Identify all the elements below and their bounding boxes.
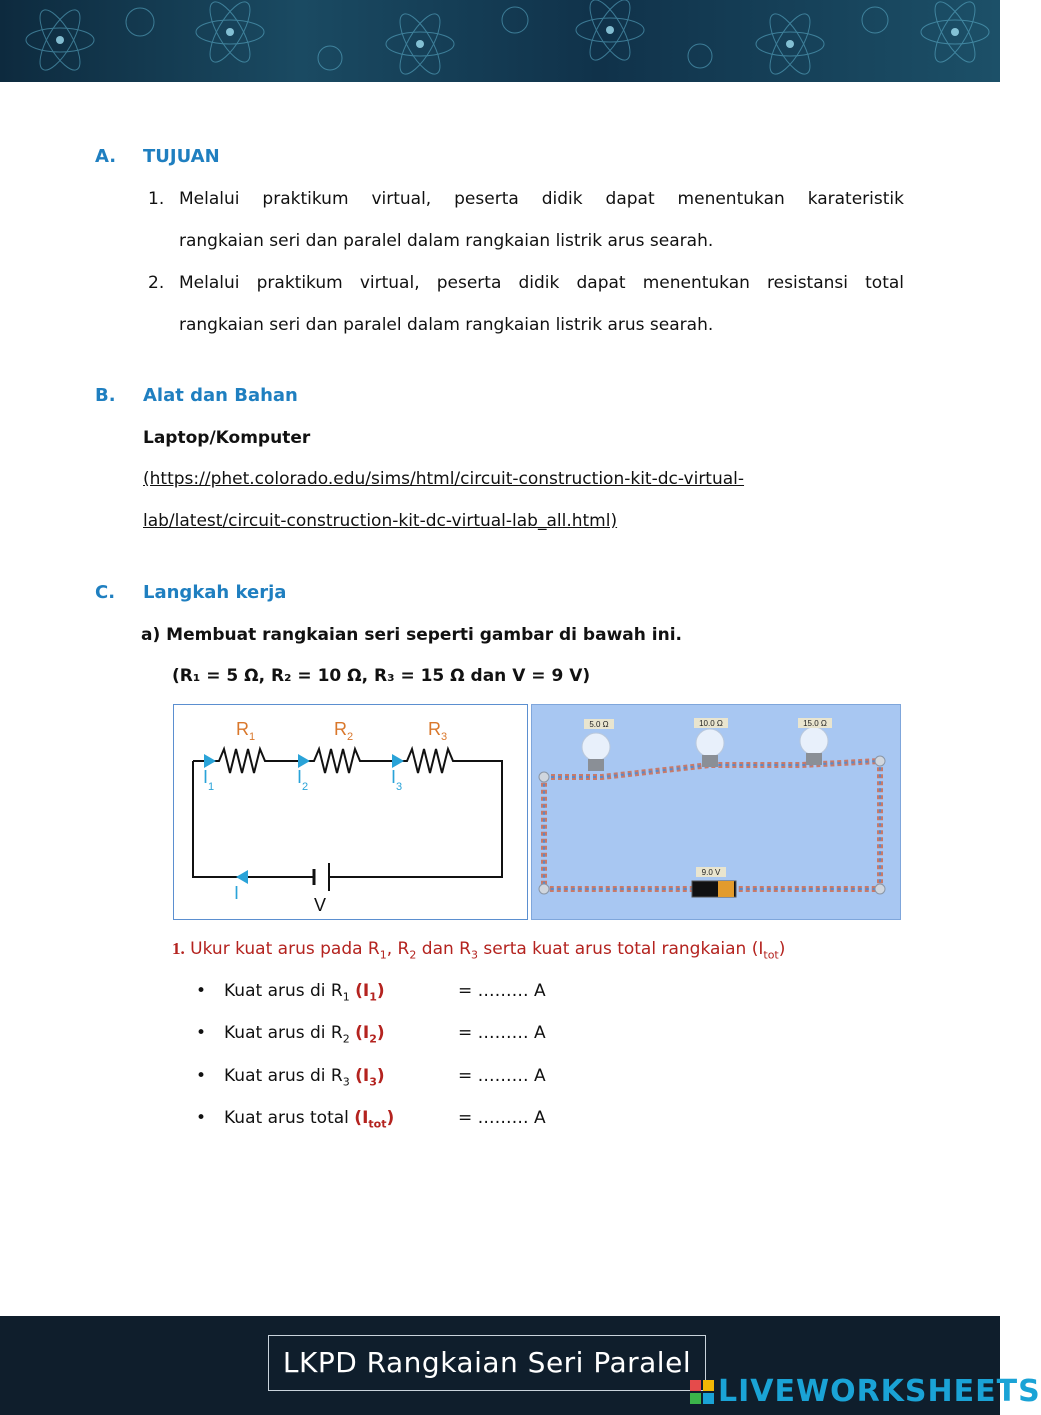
step-a-instruction: a) Membuat rangkaian seri seperti gambar di bawah ini. — [141, 625, 682, 645]
objective-1-number: 1. — [148, 189, 165, 209]
objective-2-line-2: rangkaian seri dan paralel dalam rangkaian listrik arus searah. — [179, 315, 714, 335]
section-a-letter: A. — [95, 146, 117, 167]
sim-bulb-3[interactable] — [798, 718, 832, 765]
phet-simulation-screenshot — [531, 704, 901, 920]
atom-pattern-decoration — [0, 0, 1000, 82]
bulb-3-label: 15.0 Ω — [803, 719, 827, 728]
answer-field-i3[interactable]: = ……… A — [458, 1066, 546, 1086]
footer — [0, 1316, 1041, 1415]
current-arrow-total — [236, 870, 248, 884]
section-c-letter: C. — [95, 582, 116, 603]
simulation-drawing — [532, 705, 900, 919]
objective-1-line-2: rangkaian seri dan paralel dalam rangkaian listrik arus searah. — [179, 231, 714, 251]
section-c-title: Langkah kerja — [143, 582, 287, 603]
label-voltage: V — [314, 895, 327, 915]
series-circuit-schematic — [173, 704, 528, 920]
question-1-number: 1. — [172, 939, 185, 958]
phet-link-line-1[interactable]: (https://phet.colorado.edu/sims/html/circuit-construction-kit-dc-virtual- — [143, 469, 745, 489]
answer-row-label: Kuat arus total $(I_{tot})$ — [224, 1108, 395, 1131]
section-b-letter: B. — [95, 385, 116, 406]
bulb-1-label: 5.0 Ω — [589, 720, 609, 729]
schematic-drawing — [174, 705, 527, 919]
liveworksheets-brand[interactable]: LIVEWORKSHEETS — [718, 1374, 1041, 1409]
label-i2: $I_2$ — [297, 767, 309, 793]
section-b-title: Alat dan Bahan — [143, 385, 298, 406]
section-c-heading — [95, 582, 286, 603]
circuit-values: (R₁ = 5 Ω, R₂ = 10 Ω, R₃ = 15 Ω dan V = 9 V) — [172, 666, 591, 686]
answer-row-label: Kuat arus di $R_3$ $(I_3)$ — [224, 1066, 385, 1089]
label-r2: $R_2$ — [334, 719, 354, 743]
objective-2-number: 2. — [148, 273, 165, 293]
battery-label: 9.0 V — [701, 868, 721, 877]
answer-row-label: Kuat arus di $R_2$ $(I_2)$ — [224, 1023, 385, 1046]
liveworksheets-logo-icon — [690, 1380, 714, 1404]
footer-title: LKPD Rangkaian Seri Paralel — [268, 1335, 706, 1391]
objective-1-line-1: Melalui praktikum virtual, peserta didik dapat menentukan karateristik — [179, 189, 904, 209]
current-arrow-2 — [298, 754, 310, 768]
label-r1: $R_1$ — [236, 719, 256, 743]
equipment-item: Laptop/Komputer — [143, 428, 311, 448]
sim-battery[interactable] — [692, 867, 736, 897]
answer-field-i1[interactable]: = ……… A — [458, 981, 546, 1001]
schematic-bottom-wire — [193, 761, 314, 877]
header-banner — [0, 0, 1000, 82]
question-1-text-pre: Ukur kuat arus pada R — [190, 939, 380, 959]
answer-field-i2[interactable]: = ……… A — [458, 1023, 546, 1043]
label-i1: $I_1$ — [203, 767, 215, 793]
current-arrow-1 — [204, 754, 216, 768]
section-a-heading — [95, 146, 220, 167]
section-b-heading — [95, 385, 298, 406]
objective-2-line-1: Melalui praktikum virtual, peserta didik dapat menentukan resistansi total — [179, 273, 904, 293]
label-i-total: I — [234, 883, 240, 903]
answer-row-label: Kuat arus di $R_1$ $(I_1)$ — [224, 981, 385, 1004]
answer-field-itot[interactable]: = ……… A — [458, 1108, 546, 1128]
section-a-title: TUJUAN — [143, 146, 220, 167]
label-r3: $R_3$ — [428, 719, 448, 743]
current-arrow-3 — [392, 754, 404, 768]
bulb-2-label: 10.0 Ω — [699, 719, 723, 728]
question-1: 1. Ukur kuat arus pada $R_1$, $R_2$ dan $R_3$ serta kuat arus total rangkaian $(I_{tot})$ — [172, 939, 786, 962]
sim-bulb-1[interactable] — [582, 719, 614, 771]
phet-link-line-2[interactable]: lab/latest/circuit-construction-kit-dc-virtual-lab_all.html) — [143, 511, 618, 531]
sim-bulb-2[interactable] — [694, 718, 728, 767]
label-i3: $I_3$ — [391, 767, 403, 793]
schematic-top-wire — [193, 749, 502, 877]
